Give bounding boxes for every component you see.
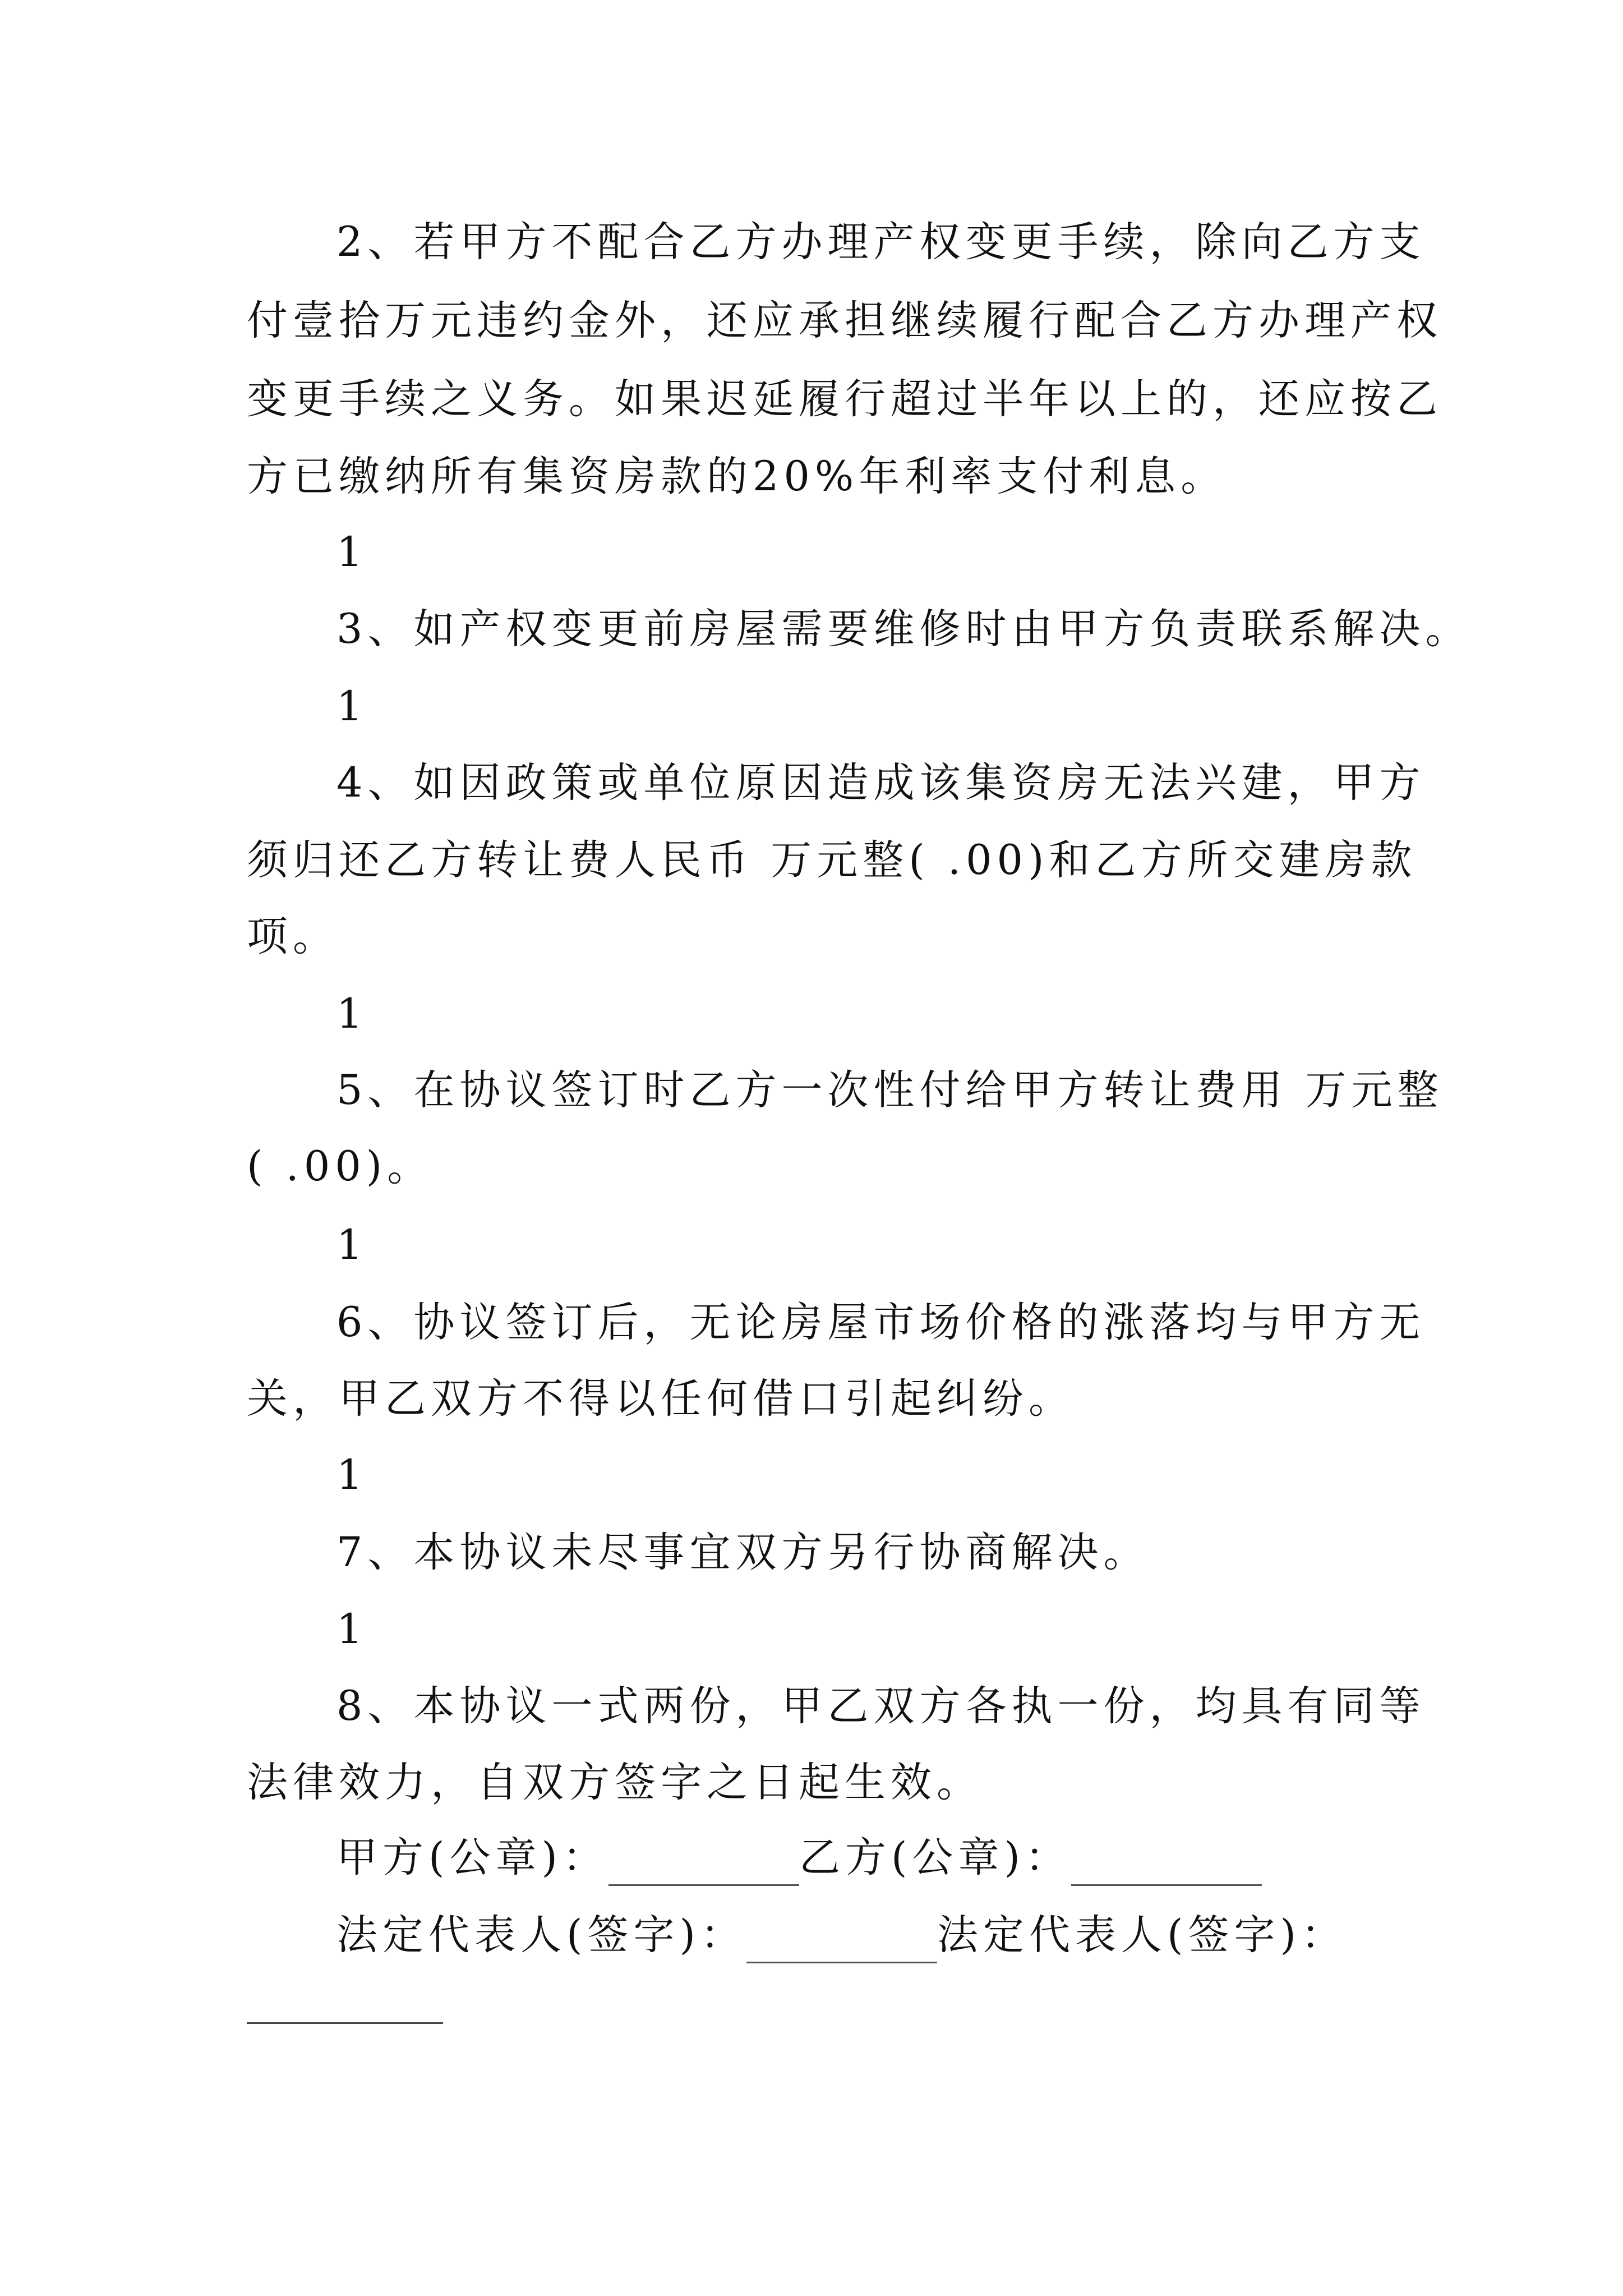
clause-4-line-3: 项。 — [247, 913, 339, 960]
clause-8-line-2: 法律效力，自双方签字之日起生效。 — [247, 1759, 983, 1806]
clause-2-line-3: 变更手续之义务。如果迟延履行超过半年以上的，还应按乙 — [247, 375, 1442, 423]
clause-4-line-1: 4、如因政策或单位原因造成该集资房无法兴建，甲方 — [336, 759, 1426, 807]
signature-line-representatives — [336, 1907, 1347, 1963]
clause-6-line-1: 6、协议签订后，无论房屋市场价格的涨落均与甲方无 — [336, 1299, 1426, 1346]
rep-a-label: 法定代表人(签字)： — [336, 1911, 746, 1959]
clause-8-line-1: 8、本协议一式两份，甲乙双方各执一份，均具有同等 — [336, 1682, 1426, 1730]
clause-2-line-1: 2、若甲方不配合乙方办理产权变更手续，除向乙方支 — [336, 218, 1426, 266]
rep-b-label: 法定代表人(签字)： — [937, 1911, 1347, 1959]
clause-2-line-4: 方已缴纳所有集资房款的20%年利率支付利息。 — [247, 453, 1227, 500]
rep-a-blank — [746, 1922, 937, 1963]
clause-4-line-2: 须归还乙方转让费人民币 万元整( .00)和乙方所交建房款 — [247, 836, 1417, 884]
party-b-seal-label: 乙方(公章)： — [799, 1834, 1071, 1881]
marker-after-clause-5: 1 — [336, 1221, 368, 1269]
clause-5-line-2: ( .00)。 — [247, 1143, 434, 1190]
marker-after-clause-2: 1 — [336, 528, 368, 576]
party-a-seal-blank — [608, 1845, 799, 1886]
clause-6-line-2: 关，甲乙双方不得以任何借口引起纠纷。 — [247, 1375, 1075, 1423]
marker-after-clause-6: 1 — [336, 1451, 368, 1499]
signature-line-seals — [336, 1830, 1262, 1886]
clause-2-line-2: 付壹拾万元违约金外，还应承担继续履行配合乙方办理产权 — [247, 297, 1442, 344]
marker-after-clause-3: 1 — [336, 683, 368, 730]
marker-after-clause-7: 1 — [336, 1605, 368, 1653]
party-a-seal-label: 甲方(公章)： — [336, 1834, 608, 1881]
marker-after-clause-4: 1 — [336, 990, 368, 1038]
clause-3-line-1: 3、如产权变更前房屋需要维修时由甲方负责联系解决。 — [336, 605, 1472, 653]
party-b-seal-blank — [1071, 1845, 1262, 1886]
clause-5-line-1: 5、在协议签订时乙方一次性付给甲方转让费用 万元整 — [336, 1066, 1444, 1114]
rep-b-signature-blank — [247, 2022, 443, 2024]
clause-7-line-1: 7、本协议未尽事宜双方另行协商解决。 — [336, 1529, 1150, 1576]
